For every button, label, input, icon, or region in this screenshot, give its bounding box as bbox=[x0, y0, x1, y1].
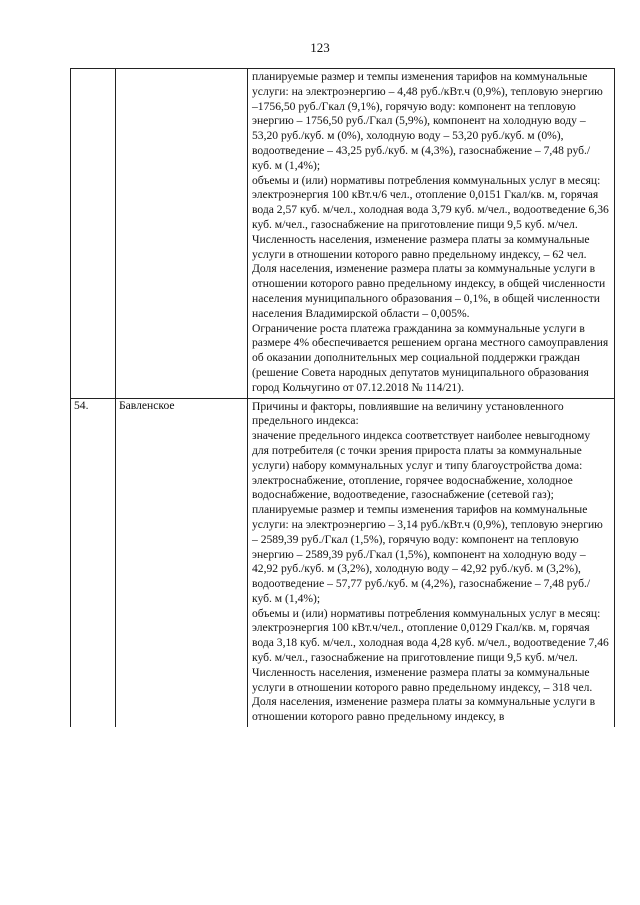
paragraph: Численность населения, изменение размера платы за коммунальные услуги в отношении которого равно предельному индексу, – 318 чел. bbox=[252, 665, 593, 694]
municipality-name-cell: Бавленское bbox=[116, 398, 248, 727]
paragraph: объемы и (или) нормативы потребления коммунальных услуг в месяц: электроэнергия 100 кВт.ч/чел., отопление 0,0129 Гкал/кв. м, горячая вода 3,18 куб. м/чел., холодная вода 4,28 куб. м/чел., водоотведение 7,46 куб. м/чел., газоснабжение на приготовление пищи 9,5 куб. м/чел. bbox=[252, 606, 609, 665]
row-number-cell: 54. bbox=[71, 398, 116, 727]
paragraph: Доля населения, изменение размера платы за коммунальные услуги в отношении которого равно предельному индексу, в bbox=[252, 695, 596, 724]
paragraph: значение предельного индекса соответствует наиболее невыгодному для потребителя (с точки зрения прироста платы за коммунальные услуги) набору коммунальных услуг и типу благоустройства дома: электроснабжение, отопление, горячее водоснабжение, холодное водоснабжение, водоотведение, газоснабжение (сетевой газ); bbox=[252, 429, 591, 502]
description-cell bbox=[248, 69, 615, 399]
page-number: 123 bbox=[310, 40, 330, 55]
municipality-name-cell bbox=[116, 69, 248, 399]
paragraph: Доля населения, изменение размера платы за коммунальные услуги в отношении которого равно предельному индексу, в общей численности населения муниципального образования – 0,1%, в общей численности населения Владимирской области – 0,005%. bbox=[252, 262, 606, 320]
row-number-cell bbox=[71, 69, 116, 399]
paragraph: Численность населения, изменение размера платы за коммунальные услуги в отношении которого равно предельному индексу, – 62 чел. bbox=[252, 232, 590, 261]
paragraph: планируемые размер и темпы изменения тарифов на коммунальные услуги: на электроэнергию – 3,14 руб./кВт.ч (0,9%), тепловую энергию – 2589,39 руб./Гкал (1,5%), горячую воду: компонент на тепловую энергию – 2589,39 руб./Гкал (1,5%), компонент на холодную воду – 42,92 руб./куб. м (3,2%), холодную воду – 42,92 руб./куб. м (3,2%), водоотведение – 57,77 руб./куб. м (4,2%), газоснабжение – 7,48 руб./куб. м (1,4%); bbox=[252, 503, 603, 605]
paragraph: Ограничение роста платежа гражданина за коммунальные услуги в размере 4% обеспечивается решением органа местного самоуправления об оказании дополнительных мер социальной поддержки граждан (решение Совета народных депутатов муниципального образования город Кольчугино от 07.12.2018 № 114/21). bbox=[252, 321, 609, 394]
data-table bbox=[70, 68, 615, 727]
description-cell bbox=[248, 398, 615, 727]
table-row bbox=[71, 398, 615, 727]
paragraph: планируемые размер и темпы изменения тарифов на коммунальные услуги: на электроэнергию – 4,48 руб./кВт.ч (0,9%), тепловую энергию –1756,50 руб./Гкал (9,1%), горячую воду: компонент на тепловую энергию – 1756,50 руб./Гкал (5,9%), компонент на холодную воду – 53,20 руб./куб. м (0%), холодную воду – 53,20 руб./куб. м (0%), водоотведение – 43,25 руб./куб. м (4,3%), газоснабжение – 7,48 руб./куб. м (1,4%); bbox=[252, 70, 603, 172]
table-row bbox=[71, 69, 615, 399]
paragraph: Причины и факторы, повлиявшие на величину установленного предельного индекса: bbox=[252, 399, 564, 428]
paragraph: объемы и (или) нормативы потребления коммунальных услуг в месяц: электроэнергия 100 кВт.ч/6 чел., отопление 0,0151 Гкал/кв. м, горячая вода 2,57 куб. м/чел., холодная вода 3,79 куб. м/чел., водоотведение 6,36 куб. м/чел., газоснабжение на приготовление пищи 9,5 куб. м/чел. bbox=[252, 173, 609, 231]
